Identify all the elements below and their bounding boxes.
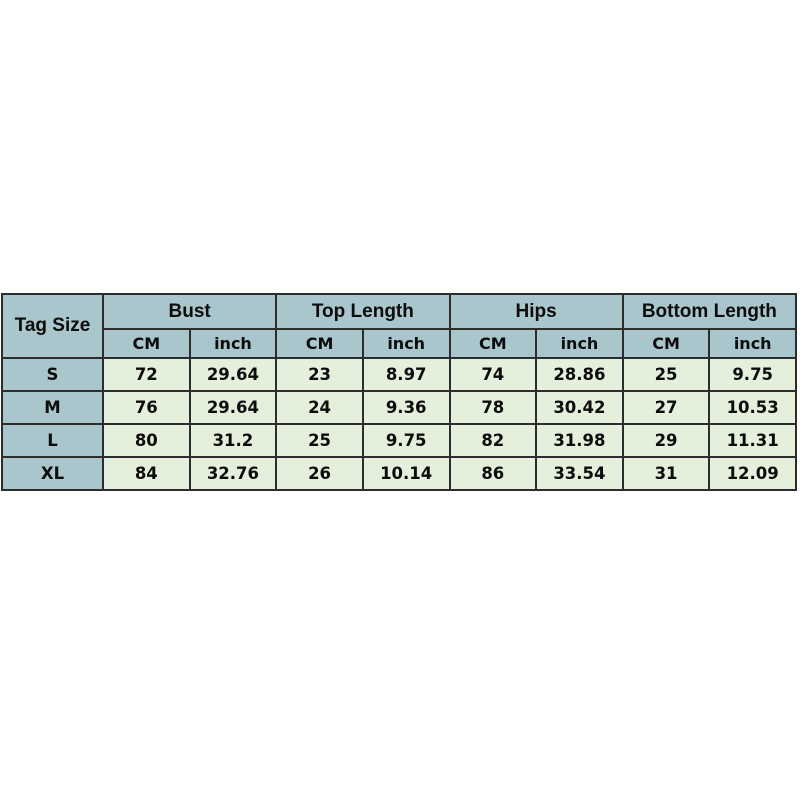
unit-header: CM <box>276 329 363 358</box>
table-cell: 25 <box>276 424 363 457</box>
table-cell: 84 <box>103 457 190 490</box>
table-cell: 28.86 <box>536 358 623 391</box>
table-cell: 10.14 <box>363 457 450 490</box>
size-row-m <box>2 391 796 424</box>
size-label: S <box>2 358 103 391</box>
unit-header: CM <box>103 329 190 358</box>
table-cell: 32.76 <box>190 457 277 490</box>
table-cell: 72 <box>103 358 190 391</box>
table-cell: 8.97 <box>363 358 450 391</box>
table-cell: 31.98 <box>536 424 623 457</box>
table-cell: 80 <box>103 424 190 457</box>
size-chart-table <box>1 293 797 491</box>
table-cell: 76 <box>103 391 190 424</box>
unit-header: inch <box>190 329 277 358</box>
table-cell: 26 <box>276 457 363 490</box>
group-header-row <box>2 294 796 329</box>
unit-header: CM <box>623 329 710 358</box>
table-cell: 31 <box>623 457 710 490</box>
group-header-top-length: Top Length <box>276 294 449 329</box>
table-cell: 30.42 <box>536 391 623 424</box>
size-row-l <box>2 424 796 457</box>
table-cell: 23 <box>276 358 363 391</box>
unit-header: inch <box>363 329 450 358</box>
table-cell: 29.64 <box>190 358 277 391</box>
size-label: XL <box>2 457 103 490</box>
unit-header: CM <box>450 329 537 358</box>
table-cell: 24 <box>276 391 363 424</box>
group-header-hips: Hips <box>450 294 623 329</box>
table-cell: 78 <box>450 391 537 424</box>
table-cell: 29.64 <box>190 391 277 424</box>
table-cell: 29 <box>623 424 710 457</box>
size-label: L <box>2 424 103 457</box>
size-row-xl <box>2 457 796 490</box>
table-cell: 9.36 <box>363 391 450 424</box>
unit-header: inch <box>709 329 796 358</box>
unit-header-row <box>2 329 796 358</box>
table-cell: 10.53 <box>709 391 796 424</box>
table-cell: 74 <box>450 358 537 391</box>
table-cell: 12.09 <box>709 457 796 490</box>
table-cell: 11.31 <box>709 424 796 457</box>
size-label: M <box>2 391 103 424</box>
table-cell: 9.75 <box>709 358 796 391</box>
table-cell: 33.54 <box>536 457 623 490</box>
group-header-bottom-length: Bottom Length <box>623 294 796 329</box>
size-row-s <box>2 358 796 391</box>
table-cell: 25 <box>623 358 710 391</box>
table-cell: 27 <box>623 391 710 424</box>
table-cell: 31.2 <box>190 424 277 457</box>
group-header-bust: Bust <box>103 294 276 329</box>
unit-header: inch <box>536 329 623 358</box>
table-cell: 82 <box>450 424 537 457</box>
table-cell: 9.75 <box>363 424 450 457</box>
tag-size-header: Tag Size <box>2 294 103 358</box>
table-cell: 86 <box>450 457 537 490</box>
